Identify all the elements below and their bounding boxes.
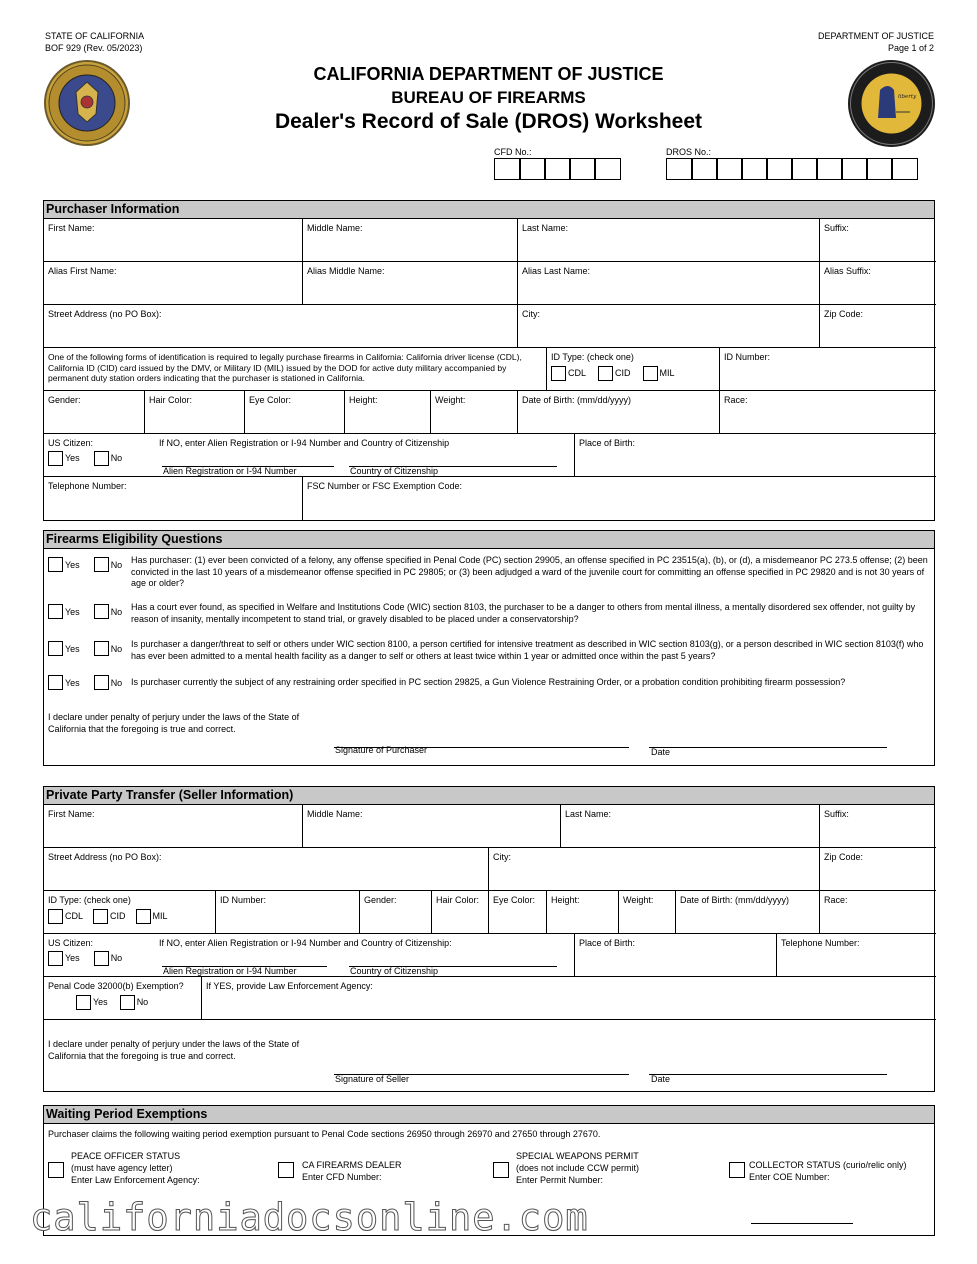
seller-weight-label: Weight: xyxy=(623,895,654,905)
cdl-checkbox[interactable] xyxy=(551,366,586,381)
yes-label: Yes xyxy=(65,606,80,617)
ca-dealer-label: CA FIREARMS DEALER xyxy=(302,1160,402,1170)
if-no-label: If NO, enter Alien Registration or I-94 Number and Country of Citizenship xyxy=(159,438,450,448)
alien-reg-label: Alien Registration or I-94 Number xyxy=(163,466,297,476)
seller-race-label: Race: xyxy=(824,895,848,905)
id-requirement-label: One of the following forms of identification is required to legally purchase firearms in California: California driver license (CDL), California ID (CID) card issued by the DMV, or Military ID (MIL) issued by the DOD for active duty military accompanied by permanent duty station orders indicating that the purchaser is stationed in California. xyxy=(48,352,522,383)
seller-telephone-field[interactable] xyxy=(777,934,936,977)
seller-height-label: Height: xyxy=(551,895,580,905)
ca-dealer-option xyxy=(302,1159,402,1183)
suffix-field[interactable] xyxy=(820,219,936,262)
seller-suffix-field[interactable] xyxy=(820,805,936,848)
seller-place-birth-label: Place of Birth: xyxy=(579,938,636,948)
law-enforcement-label: If YES, provide Law Enforcement Agency: xyxy=(206,981,373,991)
seller-heading: Private Party Transfer (Seller Information) xyxy=(44,787,934,805)
seller-last-name-field[interactable] xyxy=(561,805,820,848)
alias-suffix-field[interactable] xyxy=(820,262,936,305)
agency-letter-note: (must have agency letter) xyxy=(71,1163,173,1173)
id-type-field xyxy=(547,348,720,391)
seller-id-type-field xyxy=(44,891,216,934)
seller-country-label: Country of Citizenship xyxy=(350,966,439,976)
yes-label: Yes xyxy=(65,643,80,654)
yes-label: Yes xyxy=(93,997,108,1007)
watermark-text: californiadocsonline.com xyxy=(30,1196,589,1239)
city-label: City: xyxy=(522,309,540,319)
dros-label: DROS No.: xyxy=(666,147,712,157)
alias-middle-label: Alias Middle Name: xyxy=(307,266,385,276)
form-number: BOF 929 (Rev. 05/2023) xyxy=(45,43,143,53)
q3-yes-checkbox[interactable] xyxy=(48,641,80,656)
race-field[interactable] xyxy=(720,391,936,434)
worksheet-title: Dealer's Record of Sale (DROS) Worksheet xyxy=(274,110,703,133)
first-name-label: First Name: xyxy=(48,223,95,233)
ca-dealer-checkbox[interactable] xyxy=(278,1161,296,1179)
dob-label: Date of Birth: (mm/dd/yyyy) xyxy=(522,395,632,405)
pc-exemption-no-checkbox[interactable] xyxy=(120,995,149,1010)
q1-yes-checkbox[interactable] xyxy=(48,557,80,572)
seller-mil-checkbox[interactable] xyxy=(136,909,168,924)
yes-label: Yes xyxy=(65,677,80,688)
collector-label: COLLECTOR STATUS (curio/relic only) xyxy=(749,1160,907,1170)
no-label: No xyxy=(110,453,123,463)
id-number-label: ID Number: xyxy=(724,352,771,362)
seller-zip-field[interactable] xyxy=(820,848,936,891)
page-subtitle: BUREAU OF FIREARMS xyxy=(391,88,586,107)
seller-weight-field[interactable] xyxy=(619,891,676,934)
purchaser-declaration: I declare under penalty of perjury under the laws of the State of California that the foregoing is true and correct. xyxy=(48,712,300,734)
alias-last-label: Alias Last Name: xyxy=(522,266,591,276)
q2-yes-checkbox[interactable] xyxy=(48,604,80,619)
us-citizen-label: US Citizen: xyxy=(48,438,94,448)
eye-label: Eye Color: xyxy=(249,395,292,405)
yes-label: Yes xyxy=(65,559,80,570)
question-2: Has a court ever found, as specified in Welfare and Institutions Code (WIC) section 8103, the purchaser to be a danger to others from mental illness, a mentally disordered sex offender, not guilty by reason of insanity, mentally incompetent to stand trial, or gravely disabled to be placed under a conservatorship? xyxy=(131,602,916,624)
us-citizen-yes-checkbox[interactable] xyxy=(48,451,80,466)
gender-label: Gender: xyxy=(48,395,81,405)
street-label: Street Address (no PO Box): xyxy=(48,309,162,319)
cfd-label: CFD No.: xyxy=(494,147,532,157)
peace-officer-label: PEACE OFFICER STATUS xyxy=(71,1151,181,1161)
pc-exemption-field xyxy=(44,977,202,1020)
street-address-field[interactable] xyxy=(44,305,518,348)
q1-answer xyxy=(48,557,122,572)
seller-id-number-label: ID Number: xyxy=(220,895,267,905)
seller-dob-field[interactable] xyxy=(676,891,820,934)
purchaser-date-label: Date xyxy=(651,747,671,757)
seller-us-citizen-no-checkbox[interactable] xyxy=(94,951,123,966)
no-label: No xyxy=(110,643,123,654)
seller-declaration: I declare under penalty of perjury under the laws of the State of California that the foregoing is true and correct. xyxy=(48,1039,300,1061)
seller-middle-label: Middle Name: xyxy=(307,809,363,819)
suffix-label: Suffix: xyxy=(824,223,849,233)
collector-option xyxy=(749,1159,907,1183)
q4-yes-checkbox[interactable] xyxy=(48,675,80,690)
purchaser-heading: Purchaser Information xyxy=(44,201,934,219)
cid-label: CID xyxy=(110,911,126,921)
q4-no-checkbox[interactable] xyxy=(94,675,123,690)
form-header-left xyxy=(45,30,144,54)
telephone-field[interactable] xyxy=(44,477,303,520)
cfd-number-boxes[interactable] xyxy=(494,158,619,180)
seller-city-field[interactable] xyxy=(489,848,820,891)
enter-permit-label: Enter Permit Number: xyxy=(516,1175,604,1185)
peace-officer-checkbox[interactable] xyxy=(48,1161,66,1179)
waiting-period-heading: Waiting Period Exemptions xyxy=(44,1106,934,1124)
seller-race-field[interactable] xyxy=(820,891,936,934)
seller-gender-label: Gender: xyxy=(364,895,397,905)
seller-eye-field[interactable] xyxy=(489,891,547,934)
seller-alien-reg-label: Alien Registration or I-94 Number xyxy=(163,966,297,976)
race-label: Race: xyxy=(724,395,748,405)
special-weapons-label: SPECIAL WEAPONS PERMIT xyxy=(516,1151,639,1161)
q2-no-checkbox[interactable] xyxy=(94,604,123,619)
alias-first-name-field[interactable] xyxy=(44,262,303,305)
mil-checkbox[interactable] xyxy=(643,366,675,381)
seller-street-label: Street Address (no PO Box): xyxy=(48,852,162,862)
fsc-number-field[interactable] xyxy=(303,477,936,520)
telephone-label: Telephone Number: xyxy=(48,481,127,491)
svg-text:liberty: liberty xyxy=(898,94,917,100)
seller-suffix-label: Suffix: xyxy=(824,809,849,819)
enter-coe-label: Enter COE Number: xyxy=(749,1172,830,1182)
seller-date-label: Date xyxy=(651,1074,671,1084)
middle-name-field[interactable] xyxy=(303,219,518,262)
question-3: Is purchaser a danger/threat to self or others under WIC section 8100, a person certified for intensive treatment as described in WIC section 8103(g), or a person described in WIC section 8103(f) who has ever been admitted to a mental health facility as a danger to self or others at least twice within 1 year or admitted once within the past 5 years? xyxy=(131,639,924,661)
seller-if-no-label: If NO, enter Alien Registration or I-94 Number and Country of Citizenship: xyxy=(159,938,452,948)
enter-agency-label: Enter Law Enforcement Agency: xyxy=(71,1175,200,1185)
cdl-label: CDL xyxy=(65,911,84,921)
alias-last-name-field[interactable] xyxy=(518,262,820,305)
seller-gender-field[interactable] xyxy=(360,891,432,934)
yes-label: Yes xyxy=(65,953,80,963)
peace-officer-option xyxy=(71,1150,200,1186)
seller-date-line[interactable] xyxy=(649,1074,887,1075)
country-label: Country of Citizenship xyxy=(350,466,439,476)
waiting-intro: Purchaser claims the following waiting period exemption pursuant to Penal Code sections 26950 through 26970 and 27650 through 27670. xyxy=(48,1129,601,1139)
id-type-label: ID Type: (check one) xyxy=(551,352,634,362)
question-1: Has purchaser: (1) ever been convicted of a felony, any offense specified in Penal Code (PC) section 29905, an offense specified in PC 23515(a), (b), or (d), a misdemeanor PC 273.5 offense; (2) been convicted in the last 10 years of a misdemeanor offense specified in PC 29805; or (3) been adjudged a ward of the juvenile court for committing an offense specified in PC 29820 and is not 30 years of age or older? xyxy=(131,555,928,588)
q3-answer xyxy=(48,641,122,656)
seller-eye-label: Eye Color: xyxy=(493,895,536,905)
purchaser-date-line[interactable] xyxy=(649,747,887,748)
last-name-field[interactable] xyxy=(518,219,820,262)
pc-exemption-yes-checkbox[interactable] xyxy=(76,995,108,1010)
seller-us-citizen-field xyxy=(44,934,575,977)
seller-city-label: City: xyxy=(493,852,511,862)
purchaser-section xyxy=(43,200,935,521)
id-requirement-text xyxy=(44,348,547,391)
coe-number-line[interactable] xyxy=(751,1223,853,1224)
no-label: No xyxy=(136,997,149,1007)
state-label: STATE OF CALIFORNIA xyxy=(45,31,145,41)
seller-place-of-birth-field[interactable] xyxy=(575,934,777,977)
enter-cfd-label: Enter CFD Number: xyxy=(302,1172,382,1182)
seller-id-type-label: ID Type: (check one) xyxy=(48,895,131,905)
zip-label: Zip Code: xyxy=(824,309,864,319)
fsc-label: FSC Number or FSC Exemption Code: xyxy=(307,481,463,491)
mil-label: MIL xyxy=(659,368,675,378)
seller-middle-name-field[interactable] xyxy=(303,805,561,848)
height-label: Height: xyxy=(349,395,378,405)
seller-hair-field[interactable] xyxy=(432,891,489,934)
weight-label: Weight: xyxy=(435,395,466,405)
law-enforcement-agency-field[interactable] xyxy=(202,977,936,1020)
department-label: DEPARTMENT OF JUSTICE xyxy=(817,31,934,41)
city-field[interactable] xyxy=(518,305,820,348)
eye-color-field[interactable] xyxy=(245,391,345,434)
middle-name-label: Middle Name: xyxy=(307,223,363,233)
seller-dob-label: Date of Birth: (mm/dd/yyyy) xyxy=(680,895,790,905)
eligibility-section xyxy=(43,530,935,766)
cid-checkbox[interactable] xyxy=(598,366,631,381)
seller-telephone-label: Telephone Number: xyxy=(781,938,860,948)
us-citizen-no-checkbox[interactable] xyxy=(94,451,123,466)
seller-us-citizen-yes-checkbox[interactable] xyxy=(48,951,80,966)
last-name-label: Last Name: xyxy=(522,223,569,233)
seller-first-label: First Name: xyxy=(48,809,95,819)
no-label: No xyxy=(110,953,123,963)
height-field[interactable] xyxy=(345,391,431,434)
seller-hair-label: Hair Color: xyxy=(436,895,480,905)
alias-first-label: Alias First Name: xyxy=(48,266,117,276)
no-label: No xyxy=(110,559,123,570)
page-title: CALIFORNIA DEPARTMENT OF JUSTICE xyxy=(313,64,664,84)
alias-middle-name-field[interactable] xyxy=(303,262,518,305)
place-of-birth-field[interactable] xyxy=(575,434,936,477)
no-label: No xyxy=(110,606,123,617)
special-weapons-option xyxy=(516,1150,639,1186)
q3-no-checkbox[interactable] xyxy=(94,641,123,656)
seller-id-number-field[interactable] xyxy=(216,891,360,934)
seller-section xyxy=(43,786,935,1092)
dob-field[interactable] xyxy=(518,391,720,434)
alias-suffix-label: Alias Suffix: xyxy=(824,266,871,276)
page-number: Page 1 of 2 xyxy=(887,43,934,53)
seller-street-field[interactable] xyxy=(44,848,489,891)
seller-height-field[interactable] xyxy=(547,891,619,934)
id-number-field[interactable] xyxy=(720,348,936,391)
ccw-note: (does not include CCW permit) xyxy=(516,1163,640,1173)
seller-zip-label: Zip Code: xyxy=(824,852,864,862)
question-4: Is purchaser currently the subject of any restraining order specified in PC section 29825, a Gun Violence Restraining Order, or a probation condition prohibiting firearm possession? xyxy=(131,677,846,687)
collector-checkbox[interactable] xyxy=(729,1161,747,1179)
hair-label: Hair Color: xyxy=(149,395,193,405)
cid-label: CID xyxy=(615,368,631,378)
seller-us-citizen-label: US Citizen: xyxy=(48,938,94,948)
dros-number-boxes[interactable] xyxy=(666,158,916,180)
hair-color-field[interactable] xyxy=(145,391,245,434)
form-header-right xyxy=(818,30,934,54)
no-label: No xyxy=(110,677,123,688)
seller-last-label: Last Name: xyxy=(565,809,612,819)
special-weapons-checkbox[interactable] xyxy=(493,1161,511,1179)
purchaser-signature-label: Signature of Purchaser xyxy=(335,745,428,755)
gender-field[interactable] xyxy=(44,391,145,434)
seller-cid-checkbox[interactable] xyxy=(93,909,126,924)
q2-answer xyxy=(48,604,122,619)
seller-cdl-checkbox[interactable] xyxy=(48,909,83,924)
seller-first-name-field[interactable] xyxy=(44,805,303,848)
q4-answer xyxy=(48,675,122,690)
eligibility-heading: Firearms Eligibility Questions xyxy=(44,531,934,549)
seller-signature-label: Signature of Seller xyxy=(335,1074,410,1084)
pc-exemption-label: Penal Code 32000(b) Exemption? xyxy=(48,981,184,991)
weight-field[interactable] xyxy=(431,391,518,434)
q1-no-checkbox[interactable] xyxy=(94,557,123,572)
cdl-label: CDL xyxy=(568,368,587,378)
place-birth-label: Place of Birth: xyxy=(579,438,636,448)
yes-label: Yes xyxy=(65,453,80,463)
zip-code-field[interactable] xyxy=(820,305,936,348)
first-name-field[interactable] xyxy=(44,219,303,262)
us-citizen-field xyxy=(44,434,575,477)
mil-label: MIL xyxy=(152,911,168,921)
